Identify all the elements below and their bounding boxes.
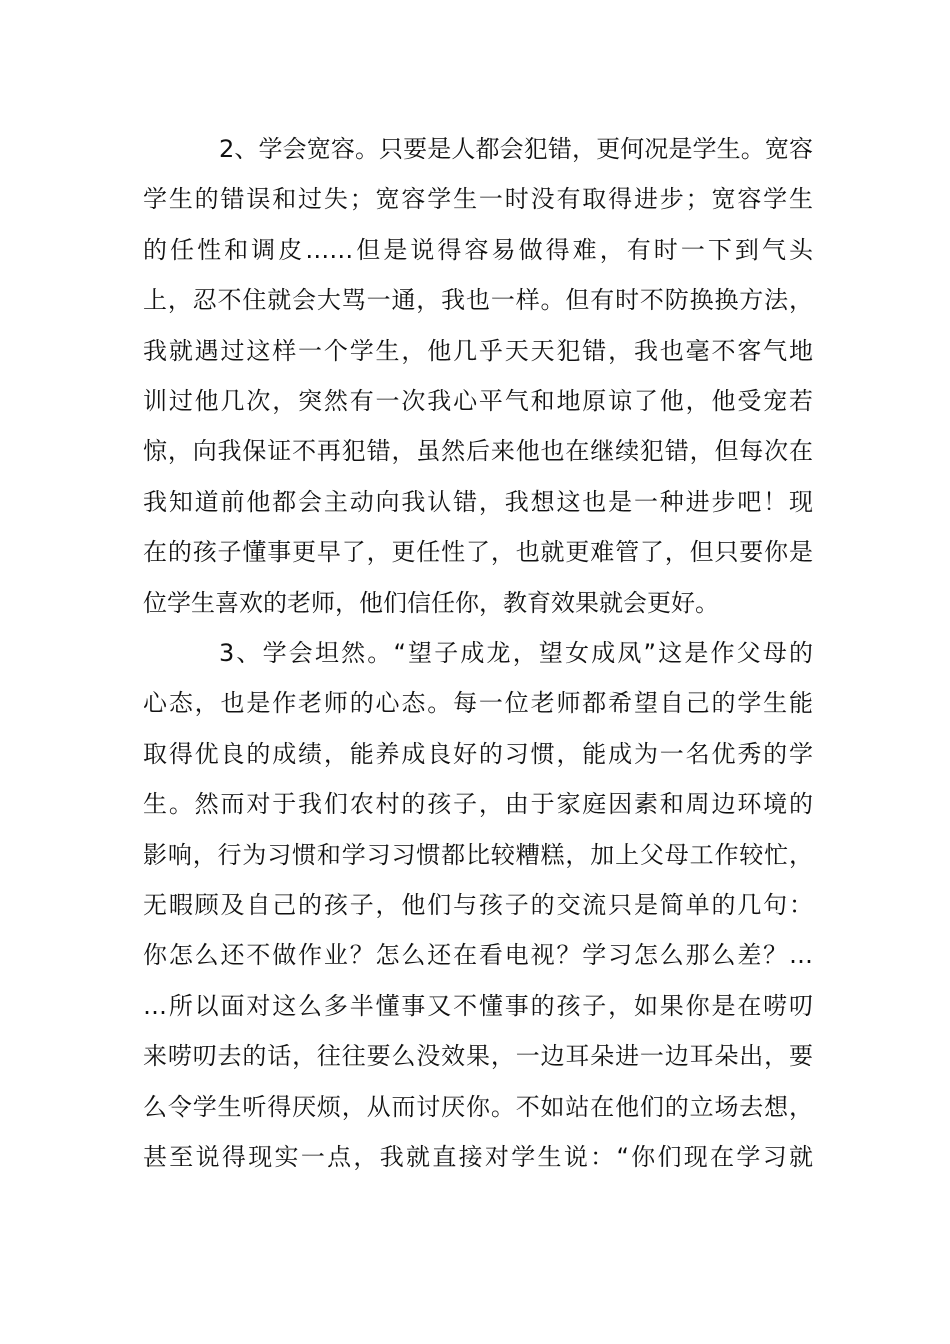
text-line: 的任性和调皮……但是说得容易做得难，有时一下到气头 [143,235,813,264]
text-line: 你怎么还不做作业？怎么还在看电视？学习怎么那么差？… [143,941,813,970]
text-line: 学生的错误和过失；宽容学生一时没有取得进步；宽容学生 [143,185,813,214]
text-line: 影响，行为习惯和学习习惯都比较糟糕，加上父母工作较忙， [143,840,813,869]
text-line: 我就遇过这样一个学生，他几乎天天犯错，我也毫不客气地 [143,336,813,365]
text-line: 惊，向我保证不再犯错，虽然后来他也在继续犯错，但每次在 [143,437,813,466]
text-line: 上，忍不住就会大骂一通，我也一样。但有时不防换换方法， [143,286,813,315]
text-line: 训过他几次，突然有一次我心平气和地原谅了他，他受宠若 [143,386,813,415]
paragraph-tolerance [143,124,813,628]
text-line: 取得优良的成绩，能养成良好的习惯，能成为一名优秀的学 [143,739,813,768]
text-line: 心态，也是作老师的心态。每一位老师都希望自己的学生能 [143,689,813,718]
text-line: 么令学生听得厌烦，从而讨厌你。不如站在他们的立场去想， [143,1092,813,1121]
text-line: 2、学会宽容。只要是人都会犯错，更何况是学生。宽容 [219,135,813,163]
text-line: 位学生喜欢的老师，他们信任你，教育效果就会更好。 [143,588,719,617]
text-line: 我知道前他都会主动向我认错，我想这也是一种进步吧！现 [143,487,813,516]
text-line: 3、学会坦然。“望子成龙，望女成凤”这是作父母的 [219,639,813,667]
text-line: 在的孩子懂事更早了，更任性了，也就更难管了，但只要你是 [143,538,813,567]
text-line: 无暇顾及自己的孩子，他们与孩子的交流只是简单的几句： [143,890,813,919]
text-line: …所以面对这么多半懂事又不懂事的孩子，如果你是在唠叨 [143,991,813,1020]
paragraph-calmness [143,628,813,1182]
text-line: 来唠叨去的话，往往要么没效果，一边耳朵进一边耳朵出，要 [143,1042,813,1071]
text-line: 生。然而对于我们农村的孩子，由于家庭因素和周边环境的 [143,790,813,819]
text-line: 甚至说得现实一点，我就直接对学生说：“你们现在学习就 [143,1142,813,1171]
